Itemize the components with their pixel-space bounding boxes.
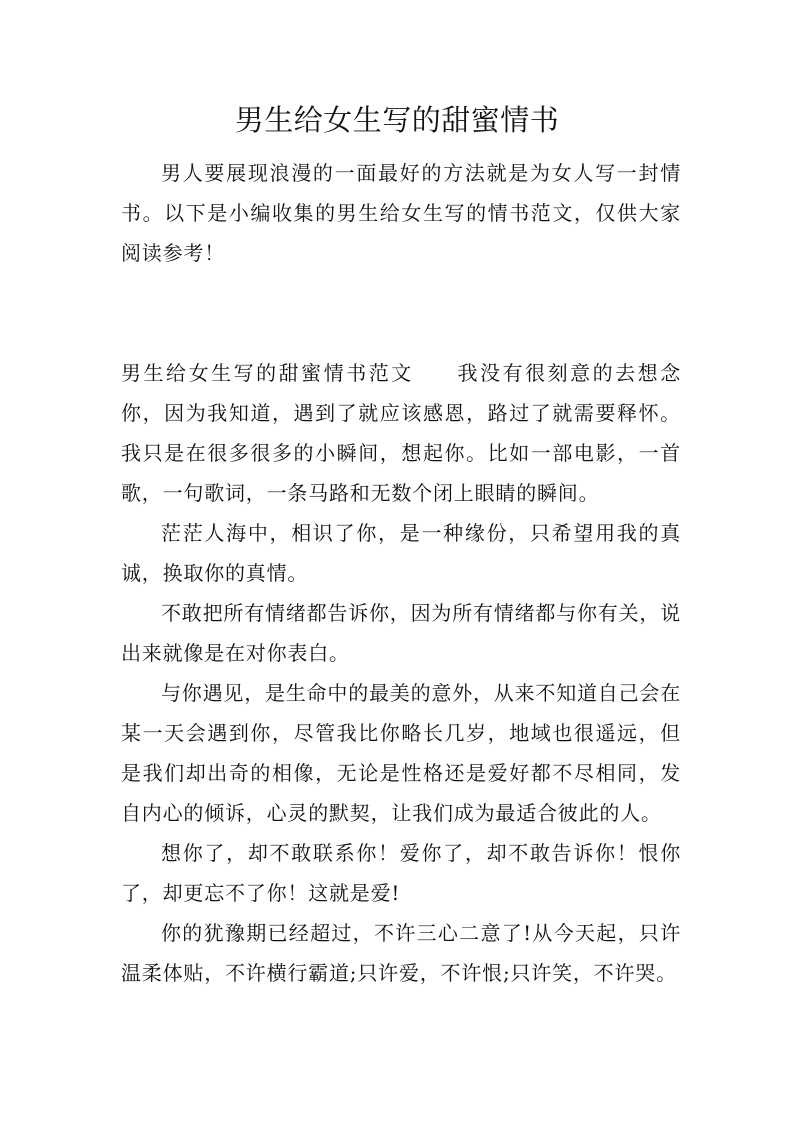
section-first-paragraph [121,353,681,513]
intro-paragraph: 男人要展现浪漫的一面最好的方法就是为女人写一封情书。以下是小编收集的男生给女生写的情书范文，仅供大家阅读参考！ [121,161,681,265]
body-paragraph-5: 你的犹豫期已经超过，不许三心二意了!从今天起，只许温柔体贴，不许横行霸道;只许爱，不许恨;只许笑，不许哭。 [121,921,681,985]
body-paragraph-2: 不敢把所有情绪都告诉你，因为所有情绪都与你有关，说出来就像是在对你表白。 [121,601,681,665]
document-body [121,153,681,993]
paragraph-spacer [121,273,681,353]
body-paragraph-1: 茫茫人海中，相识了你，是一种缘份，只希望用我的真诚，换取你的真情。 [121,521,681,585]
body-paragraph-3: 与你遇见，是生命中的最美的意外，从来不知道自己会在某一天会遇到你，尽管我比你略长几岁，地域也很遥远，但是我们却出奇的相像，无论是性格还是爱好都不尽相同，发自内心的倾诉，心灵的默契，让我们成为最适合彼此的人。 [121,681,681,825]
document-title: 男生给女生写的甜蜜情书 [234,103,560,137]
section-heading: 男生给女生写的甜蜜情书范文 [121,361,414,385]
section-first-text: 我没有很刻意的去想念你，因为我知道，遇到了就应该感恩，路过了就需要释怀。我只是在很多很多的小瞬间，想起你。比如一部电影，一首歌，一句歌词，一条马路和无数个闭上眼睛的瞬间。 [121,361,681,505]
body-paragraph-4: 想你了，却不敢联系你！爱你了，却不敢告诉你！恨你了，却更忘不了你！这就是爱! [121,841,681,905]
